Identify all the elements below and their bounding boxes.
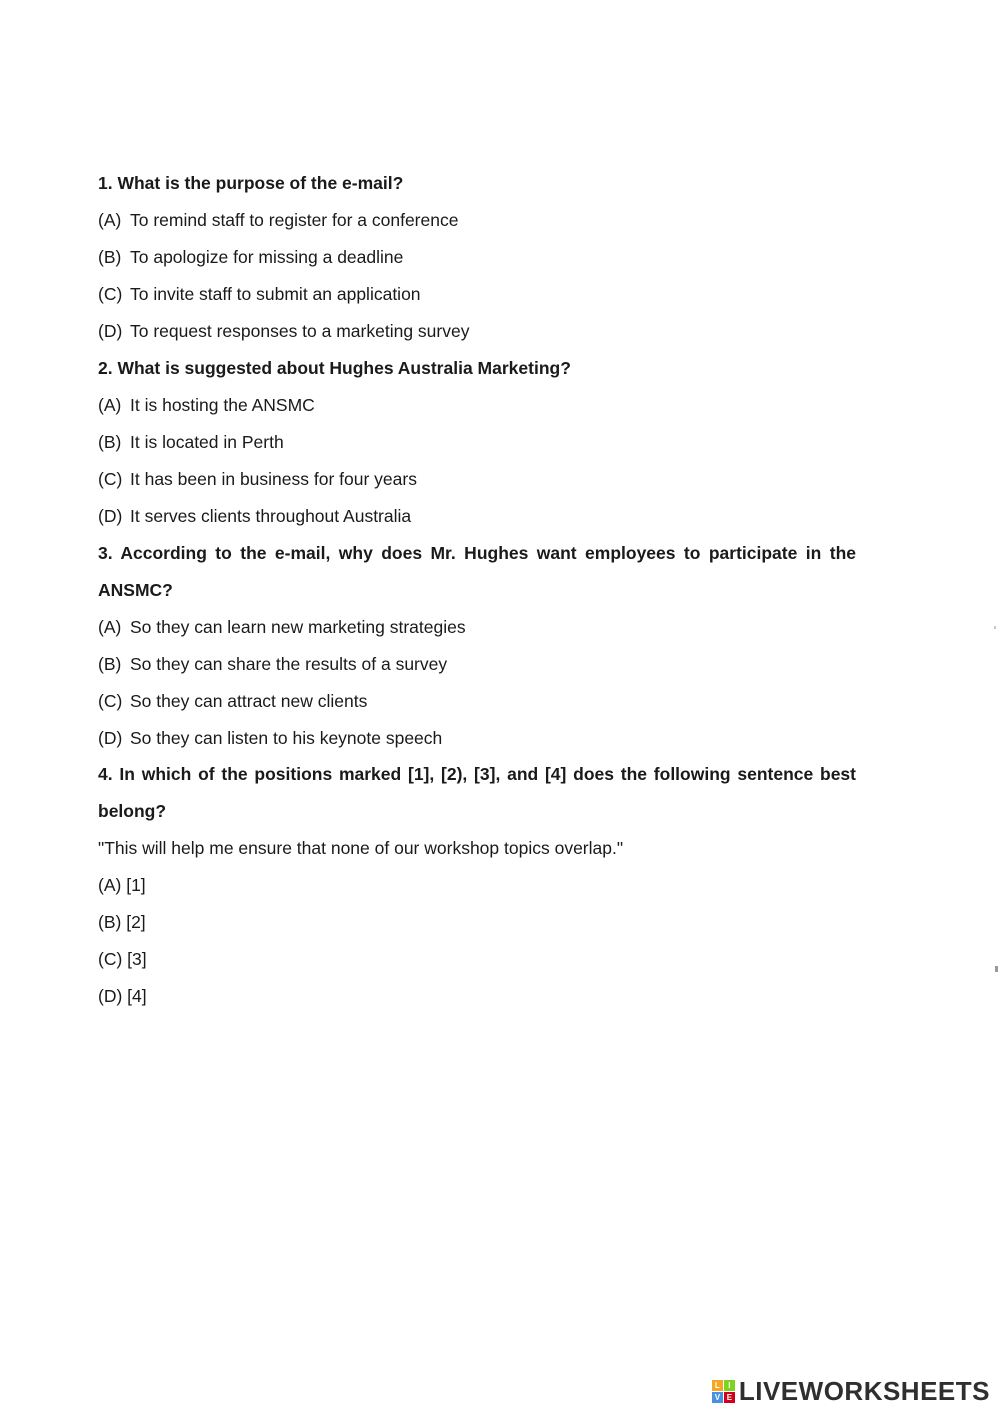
option-letter: (D) [98, 506, 123, 526]
option-letter: (B) [98, 247, 122, 267]
option-letter: (A) [98, 617, 122, 637]
question-4-option-b[interactable] [98, 911, 858, 933]
question-3-option-d[interactable] [98, 727, 858, 749]
option-letter: (A) [98, 395, 122, 415]
question-2-option-c[interactable] [98, 468, 858, 490]
question-2-option-b[interactable] [98, 431, 858, 453]
option-text: It serves clients throughout Australia [130, 506, 412, 526]
liveworksheets-logo [712, 1375, 990, 1407]
option-text: It is located in Perth [130, 432, 284, 452]
option-text: [4] [127, 986, 147, 1006]
scan-speck [995, 966, 998, 972]
logo-letter-l: L [712, 1380, 723, 1391]
question-1-option-d[interactable] [98, 320, 858, 342]
question-1-option-c[interactable] [98, 283, 858, 305]
question-4-option-a[interactable] [98, 874, 858, 896]
option-letter: (C) [98, 691, 123, 711]
option-letter: (B) [98, 432, 122, 452]
option-letter: (C) [98, 949, 123, 969]
option-text: It is hosting the ANSMC [130, 395, 315, 415]
option-text: [3] [127, 949, 147, 969]
question-1-option-a[interactable] [98, 209, 858, 231]
question-4: 4. In which of the positions marked [1], [2), [3], and [4] does the following sentence best belong? [98, 764, 856, 821]
question-1: 1. What is the purpose of the e-mail? [98, 173, 404, 193]
liveworksheets-icon [712, 1380, 735, 1403]
option-text: So they can listen to his keynote speech [130, 728, 443, 748]
question-2-option-d[interactable] [98, 505, 858, 527]
option-letter: (B) [98, 912, 122, 932]
option-text: So they can learn new marketing strategies [130, 617, 466, 637]
option-letter: (C) [98, 284, 123, 304]
option-text: So they can attract new clients [130, 691, 368, 711]
question-2: 2. What is suggested about Hughes Australia Marketing? [98, 358, 571, 378]
option-letter: (D) [98, 321, 123, 341]
question-3-option-c[interactable] [98, 690, 858, 712]
question-4-option-d[interactable] [98, 985, 858, 1007]
option-text: To remind staff to register for a conference [130, 210, 459, 230]
option-text: To apologize for missing a deadline [130, 247, 404, 267]
option-letter: (D) [98, 986, 123, 1006]
option-text: It has been in business for four years [130, 469, 417, 489]
option-text: [2] [126, 912, 146, 932]
question-4-quote: "This will help me ensure that none of our workshop topics overlap." [98, 838, 624, 858]
option-text: To invite staff to submit an application [130, 284, 421, 304]
option-letter: (B) [98, 654, 122, 674]
brand-name: LIVEWORKSHEETS [738, 1375, 990, 1406]
question-2-option-a[interactable] [98, 394, 858, 416]
logo-letter-e: E [724, 1392, 735, 1403]
logo-letter-i: I [724, 1380, 735, 1391]
option-letter: (A) [98, 210, 122, 230]
question-3-option-a[interactable] [98, 616, 858, 638]
option-letter: (C) [98, 469, 123, 489]
scan-speck [994, 626, 996, 629]
option-letter: (A) [98, 875, 122, 895]
question-3-option-b[interactable] [98, 653, 858, 675]
question-3: 3. According to the e-mail, why does Mr. Hughes want employees to participate in the ANSMC? [98, 543, 856, 600]
option-letter: (D) [98, 728, 123, 748]
option-text: So they can share the results of a survey [130, 654, 448, 674]
option-text: To request responses to a marketing survey [130, 321, 470, 341]
option-text: [1] [126, 875, 146, 895]
question-1-option-b[interactable] [98, 246, 858, 268]
question-4-option-c[interactable] [98, 948, 858, 970]
logo-letter-v: V [712, 1392, 723, 1403]
